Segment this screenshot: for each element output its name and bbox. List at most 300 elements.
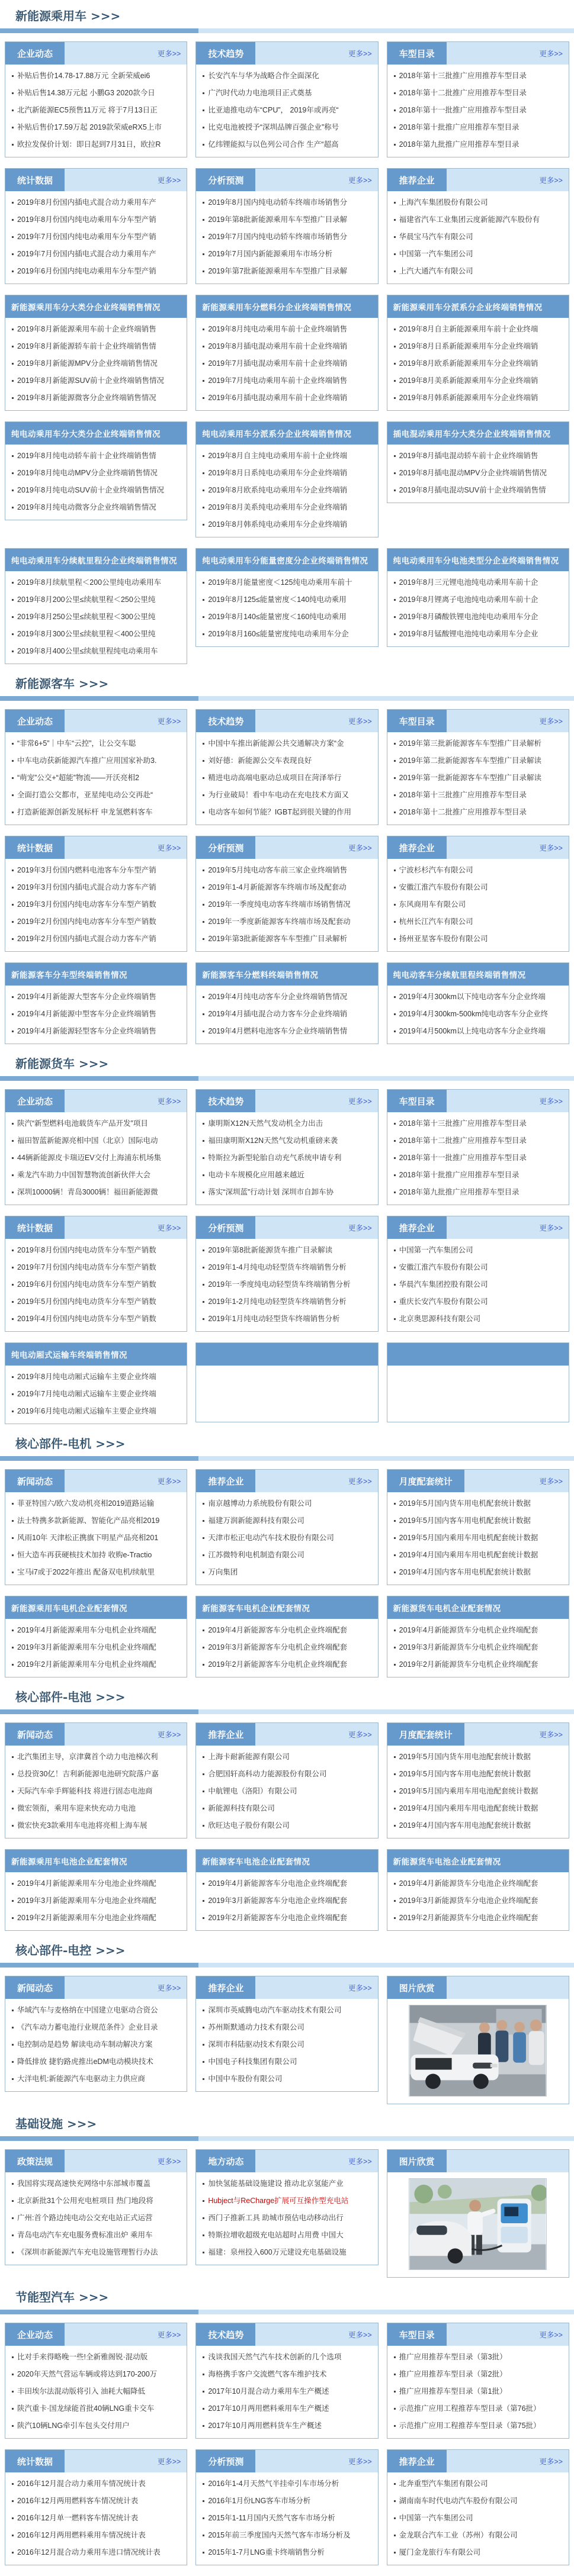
- list-item-link[interactable]: 中国中车推出新能源公共交通解决方案“金: [208, 739, 344, 748]
- list-item-link[interactable]: 刘好德：新能源公交车表现良好: [208, 756, 312, 765]
- list-item-link[interactable]: 2019年8月纯电动乘用车前十企业终端销售: [208, 325, 348, 333]
- list-item-link[interactable]: 2019年3月新能源客车分电池企业终端配套: [208, 1896, 348, 1905]
- bullet-icon: [203, 455, 204, 457]
- list-item-link[interactable]: 2019年4月国内客车用电池配套统计数据: [399, 1821, 531, 1830]
- list-item-link[interactable]: 2015年1-7月LNG重卡终端销售分析: [208, 2548, 325, 2556]
- list-item-link[interactable]: 欧拉发保价计划：即日起到7月31日，欧拉R: [17, 140, 161, 149]
- more-link[interactable]: 更多>>: [157, 50, 181, 58]
- list-item-link[interactable]: 2019年8月纯电动SUV前十企业终端销售情况: [17, 486, 164, 494]
- list-item-link[interactable]: 2019年一季度新能源客车终端市场及配套动: [208, 917, 351, 926]
- more-link[interactable]: 更多>>: [348, 50, 372, 58]
- more-link[interactable]: 更多>>: [157, 1477, 181, 1486]
- list-item-link[interactable]: 华晨汽车集团控股有限公司: [399, 1280, 488, 1289]
- list-item-link[interactable]: 上汽大通汽车有限公司: [399, 267, 473, 275]
- list-item: [201, 516, 373, 533]
- more-link[interactable]: 更多>>: [348, 2331, 372, 2339]
- list-item-link[interactable]: 2019年2月新能源乘用车分电机企业终端配: [17, 1660, 156, 1669]
- list-item-link[interactable]: 2019年第一批新能源客车车型推广目录解读: [399, 774, 541, 782]
- panel-header: [5, 963, 187, 986]
- garage-inspection-photo[interactable]: [409, 2005, 547, 2097]
- more-link[interactable]: 更多>>: [348, 2158, 372, 2166]
- list-item-link[interactable]: 2018年第十三批推广应用推荐车型目录: [399, 72, 527, 80]
- more-link[interactable]: 更多>>: [539, 2458, 563, 2466]
- list-item-link[interactable]: 2019年6月份国内纯电动货车分车型产销数: [17, 1280, 156, 1289]
- list-item-link[interactable]: 2019年1-4月新能源客车终端市场及配套动: [208, 883, 347, 891]
- list-item-link[interactable]: 2019年8月125≤能量密度＜140纯电动乘用: [208, 595, 347, 604]
- panel-header: [387, 1596, 569, 1619]
- list-item-link[interactable]: 2019年3月份国内插电式混合动力客车产销: [17, 883, 156, 891]
- list-item-link[interactable]: 2019年3月份国内燃料电池客车分车型产销: [17, 866, 156, 874]
- list-item-link[interactable]: 我国将实现高速快充网络中东部城市覆盖: [17, 2179, 151, 2188]
- list-item-link[interactable]: 2019年8月新能源SUV前十企业终端销售情况: [17, 376, 164, 385]
- list-item-link[interactable]: 2019年8月插电混动MPV分企业终端销售情况: [399, 469, 547, 477]
- list-item-link[interactable]: 青岛电动汽车充电服务费标准出炉 乘用车: [17, 2231, 153, 2239]
- more-link[interactable]: 更多>>: [539, 844, 563, 852]
- list-item-link[interactable]: 补贴后售价17.59万起 2019款荣威eRX5上市: [17, 123, 162, 131]
- list-item-link[interactable]: 2019年7月份国内纯电动乘用车分车型产销: [17, 233, 156, 241]
- list-item-link[interactable]: 湖南南车时代电动汽车股份有限公司: [399, 2497, 518, 2505]
- list-item-link[interactable]: 中国中车股份有限公司: [208, 2075, 283, 2083]
- list-item-link[interactable]: 2019年8月自主新能源乘用车前十企业终端: [399, 325, 538, 333]
- list-item-link[interactable]: 北京奥思源科技有限公司: [399, 1315, 481, 1323]
- list-item-link[interactable]: 北汽新能源EC5预售11万元 将于7月13日正: [17, 106, 158, 114]
- list-item-link[interactable]: 2019年4月300km以下纯电动客车分企业终端: [399, 993, 546, 1001]
- list-item-link[interactable]: 2019年8月自主纯电动乘用车前十企业终端: [208, 452, 348, 460]
- list-item-link[interactable]: 2019年8月300公里≤续航里程＜400公里纯: [17, 630, 156, 638]
- list-item-link[interactable]: 恒大造车再获硬核技术加持 收购e-Tractio: [17, 1551, 152, 1559]
- list-item-link[interactable]: 2019年5月纯电动客车前三家企业终端销售: [208, 866, 348, 874]
- list-item-link[interactable]: 2019年4月新能源轻型客车分企业终端销售: [17, 1027, 156, 1035]
- list-item-link[interactable]: 中国电子科技集团有限公司: [208, 2057, 297, 2066]
- list-item-link[interactable]: 2018年第十二批推广应用推荐车型目录: [399, 808, 527, 816]
- list-item-link[interactable]: 2019年8月能量密度＜125纯电动乘用车前十: [208, 578, 352, 587]
- list-item-link[interactable]: 南京越博动力系统股份有限公司: [208, 1499, 312, 1508]
- list-item-link[interactable]: 总投资30亿！吉利新能源电池研究院落户嘉: [17, 1770, 159, 1778]
- list-item-link[interactable]: 福建万润新能源科技有限公司: [208, 1516, 304, 1525]
- list-item-link[interactable]: 2019年8月插电混动轿车前十企业终端销售: [399, 452, 538, 460]
- list-item-link[interactable]: 补贴后售价14.78-17.88万元 全新荣威ei6: [17, 72, 150, 80]
- list-item-link[interactable]: 2019年一季度纯电动客车终端市场销售情况: [208, 900, 351, 909]
- list-item-link[interactable]: 2016年12月混合动力乘用车情况统计表: [17, 2480, 146, 2488]
- list-item-link[interactable]: 福田康明斯X12N天然气发动机重磅来袭: [208, 1136, 338, 1145]
- more-link[interactable]: 更多>>: [157, 2458, 181, 2466]
- list-item-link[interactable]: 宁波杉杉汽车有限公司: [399, 866, 473, 874]
- list-item-link[interactable]: 中国第一汽车集团公司: [399, 250, 473, 258]
- list-item-link[interactable]: 2019年8月250公里≤续航里程＜300公里纯: [17, 613, 156, 621]
- list-item-link[interactable]: 落实“深圳蓝”行动计划 深圳市自卸车协: [208, 1188, 334, 1196]
- list-item-link[interactable]: 2019年8月200公里≤续航里程＜250公里纯: [17, 595, 156, 604]
- list-item-link[interactable]: 海格携手客户交流燃气客车维护技术: [208, 2370, 327, 2378]
- list-item-link[interactable]: 电控制动是趋势 解读电动车制动解决方案: [17, 2040, 153, 2049]
- list-item-link[interactable]: 2018年第九批推广应用推荐车型目录: [399, 1188, 520, 1196]
- list-item-link[interactable]: 广州:首个路边纯电动公交充电站正式运营: [17, 2214, 153, 2222]
- list-item-link[interactable]: 推广应用推荐车型目录（第2批）: [399, 2370, 507, 2378]
- list-item-link[interactable]: 加快氢能基础设施建设 推动北京氢能产业: [208, 2179, 344, 2188]
- list-item-link[interactable]: 《深圳市新能源汽车充电设施管理暂行办法: [17, 2248, 158, 2256]
- list-item-link[interactable]: 2016年12月单一燃料客车情况统计表: [17, 2514, 139, 2522]
- list-item-link[interactable]: 2019年2月份国内纯电动客车分车型产销数: [17, 917, 156, 926]
- list-item-link[interactable]: 微宏快充3款乘用车电池将亮相上海车展: [17, 1821, 147, 1830]
- list-item-link[interactable]: 2019年5月国内货车用电机配套统计数据: [399, 1499, 531, 1508]
- list-item-link[interactable]: 推广应用推荐车型目录（第3批）: [399, 2353, 507, 2361]
- list-item-link[interactable]: 2019年5月国内客车用电池配套统计数据: [399, 1770, 531, 1778]
- list-item: [10, 2475, 182, 2493]
- more-link[interactable]: 更多>>: [157, 2158, 181, 2166]
- list-item-link[interactable]: 2019年3月新能源客车分电机企业终端配套: [208, 1643, 348, 1651]
- list-item-link[interactable]: 特斯拉增收超级充电站超时占用费 中国大: [208, 2231, 344, 2239]
- list-item-link[interactable]: 2019年8月日系纯电动乘用车分企业终端销: [208, 469, 348, 477]
- list-item-link[interactable]: 比亚迪推电动车“CPU”， 2019年或再亮“: [208, 106, 339, 114]
- list-item-link[interactable]: 2018年第十一批推广应用推荐车型目录: [399, 106, 527, 114]
- list-item-link[interactable]: 2019年1-2月纯电动轻型货车终端销售分析: [208, 1297, 347, 1306]
- panel-list: [387, 1746, 569, 1838]
- list-item-link[interactable]: 福建省汽车工业集团云度新能源汽车股份有: [399, 215, 540, 224]
- list-item-link[interactable]: “非常6+5”｜中车“云控”，让公交车聪: [17, 739, 136, 748]
- list-item-link[interactable]: 2019年一季度纯电动轻型货车终端销售分析: [208, 1280, 351, 1289]
- more-link[interactable]: 更多>>: [539, 717, 563, 726]
- list-item-link[interactable]: 欣旺达电子股份有限公司: [208, 1821, 290, 1830]
- list-item-link[interactable]: 2019年4月新能源中型客车分企业终端销售: [17, 1010, 156, 1018]
- more-link[interactable]: 更多>>: [157, 2331, 181, 2339]
- list-item-link[interactable]: 陕汽10辆LNG牵引车包头交付用户: [17, 2422, 130, 2430]
- list-item-link[interactable]: 降低排放 捷豹路虎推出eDM电动模块技术: [17, 2057, 153, 2066]
- list-item-link[interactable]: 2019年8月插电混动乘用车前十企业终端销: [208, 342, 348, 350]
- list-item-link[interactable]: 北汽集团主导，京津冀首个动力电池梯次利: [17, 1753, 158, 1761]
- list-item-link[interactable]: 天际汽车牵手辉能科技 将进行固态电池商: [17, 1787, 153, 1795]
- list-item-link[interactable]: 2019年2月新能源乘用车分电池企业终端配: [17, 1914, 156, 1922]
- bullet-icon: [203, 1825, 204, 1827]
- list-item-link[interactable]: 2019年6月插电混动乘用车前十企业终端销: [208, 394, 348, 402]
- section-title: 节能型汽车 >>>: [15, 2290, 109, 2304]
- list-item-link[interactable]: 福田智蓝新能源亮相中国（北京）国际电动: [17, 1136, 158, 1145]
- list-item-link[interactable]: 2018年第十批推广应用推荐车型目录: [399, 1171, 520, 1179]
- list-item-link[interactable]: 中航锂电（洛阳）有限公司: [208, 1787, 297, 1795]
- list-item-link[interactable]: 宝马i7或于2022年推出 配备双电机/续航里: [17, 1568, 155, 1576]
- list-item-link[interactable]: 2019年4月纯电动客车分企业终端销售情况: [208, 993, 348, 1001]
- more-link[interactable]: 更多>>: [348, 2458, 372, 2466]
- list-item-link[interactable]: 2019年7月插电混动乘用车前十企业终端销: [208, 359, 348, 368]
- list-item-link[interactable]: 金龙联合汽车工业（苏州）有限公司: [399, 2531, 518, 2539]
- list-item-link[interactable]: 2019年4月新能源乘用车分电机企业终端配: [17, 1626, 156, 1634]
- list-item-link[interactable]: 2020年天然气营运车辆或将达到170-200万: [17, 2370, 158, 2378]
- list-item-link[interactable]: 2015年前三季度国内天然气客车市场分析及: [208, 2531, 351, 2539]
- list-item-link[interactable]: 2019年5月国内乘用车用电机配套统计数据: [399, 1534, 538, 1542]
- list-item-link[interactable]: Hubject与ReCharge扩展可互操作型充电站: [208, 2197, 349, 2205]
- list-item-link[interactable]: 重庆长安汽车股份有限公司: [399, 1297, 488, 1306]
- list-item: [392, 930, 564, 948]
- list-item-link[interactable]: 2019年8月新能源MPV分企业终端销售情况: [17, 359, 158, 368]
- list-item-link[interactable]: 2018年第十二批推广应用推荐车型目录: [399, 1136, 527, 1145]
- list-item-link[interactable]: 上海卡耐新能源有限公司: [208, 1753, 290, 1761]
- list-item-link[interactable]: 陕汽重卡·国龙绿能首批40辆LNG重卡交车: [17, 2404, 155, 2413]
- list-item-link[interactable]: 深圳市英威腾电动汽车驱动技术有限公司: [208, 2006, 342, 2014]
- list-item-link[interactable]: 2019年2月新能源货车分电机企业终端配套: [399, 1660, 538, 1669]
- list-item-link[interactable]: 2019年7月份国内插电式混合动力乘用车产: [17, 250, 156, 258]
- list-item-link[interactable]: 2018年第十三批推广应用推荐车型目录: [399, 1119, 527, 1128]
- list-item-link[interactable]: 2019年6月份国内纯电动乘用车分车型产销: [17, 267, 156, 275]
- list-item-link[interactable]: 2019年8月国内纯电动轿车终端市场销售分: [208, 198, 348, 207]
- list-item: [10, 1386, 182, 1403]
- list-item-link[interactable]: 亿纬锂能拟与以色列公司合作 生产“超高: [208, 140, 339, 149]
- list-item-link[interactable]: 浅谈我国天然气汽车技术创新的几个选项: [208, 2353, 342, 2361]
- list-item-link[interactable]: 示范推广应用工程推荐车型目录（第75批）: [399, 2422, 541, 2430]
- list-item-link[interactable]: 微宏领衔，乘用车迎来快充动力电池: [17, 1804, 136, 1812]
- list-item-link[interactable]: 长安汽车与华为战略合作全面深化: [208, 72, 319, 80]
- list-item-link[interactable]: 2019年4月新能源货车分电池企业终端配套: [399, 1879, 538, 1888]
- list-item-link[interactable]: 2019年2月新能源客车分电机企业终端配套: [208, 1660, 348, 1669]
- list-item-link[interactable]: 2018年第十二批推广应用推荐车型目录: [399, 89, 527, 97]
- list-item-link[interactable]: 2019年8月纯电动厢式运输车主要企业终端: [17, 1373, 156, 1381]
- list-item-link[interactable]: 风雨10年 天津松正携旗下明星产品亮相201: [17, 1534, 159, 1542]
- panel-header-label: 技术趋势: [196, 42, 255, 65]
- list-item-link[interactable]: 比克电池被授予“深圳品牌百强企业”称号: [208, 123, 339, 131]
- list-item-link[interactable]: 2016年12月两用燃料客车情况统计表: [17, 2497, 139, 2505]
- list-item-link[interactable]: 大洋电机:新能源汽车电驱动主力供应商: [17, 2075, 145, 2083]
- list-item-link[interactable]: 福建：泉州投入600万元建设充电基础设施: [208, 2248, 347, 2256]
- list-item-link[interactable]: 2019年8月插电混动SUV前十企业终端销售情: [399, 486, 546, 494]
- list-item-link[interactable]: 康明斯X12N天然气发动机全力出击: [208, 1119, 323, 1128]
- list-item-link[interactable]: 2019年3月新能源乘用车分电池企业终端配: [17, 1896, 156, 1905]
- list-item: [201, 1766, 373, 1783]
- panel-model-catalog: [387, 1089, 569, 1205]
- more-link[interactable]: 更多>>: [539, 1477, 563, 1486]
- list-item-link[interactable]: 2019年8月韩系纯电动乘用车分企业终端销: [208, 520, 348, 529]
- list-item-link[interactable]: 中车电动获新能源汽车推广应用国家补助3.: [17, 756, 157, 765]
- list-item-link[interactable]: 新能源科技有限公司: [208, 1804, 275, 1812]
- list-item-link[interactable]: 广汽时代动力电池项目正式奠基: [208, 89, 312, 97]
- more-link[interactable]: 更多>>: [348, 717, 372, 726]
- list-item-link[interactable]: 2019年4月新能源大型客车分企业终端销售: [17, 993, 156, 1001]
- more-link[interactable]: 更多>>: [157, 1731, 181, 1739]
- list-item-link[interactable]: 2017年10月混合动力乘用车生产概述: [208, 2387, 329, 2395]
- list-item-link[interactable]: 2019年8月美系新能源乘用车分企业终端销: [399, 376, 538, 385]
- list-item-link[interactable]: 2019年8月纯电动微客分企业终端销售情况: [17, 503, 156, 511]
- list-item-link[interactable]: 2019年4月国内乘用车用电池配套统计数据: [399, 1804, 538, 1812]
- list-item-link[interactable]: 示范推广应用工程推荐车型目录（第76批）: [399, 2404, 541, 2413]
- section-divider-accent: [0, 1963, 198, 1968]
- list-item-link[interactable]: 北京新批31个公用充电桩项目 热门地段将: [17, 2197, 153, 2205]
- bullet-icon: [12, 1411, 14, 1412]
- list-item-link[interactable]: 2019年8月续航里程＜200公里纯电动乘用车: [17, 578, 162, 587]
- list-item-link[interactable]: 2019年7月国内新能源乘用车市场分析: [208, 250, 333, 258]
- list-item-link[interactable]: 2019年4月300km-500km纯电动客车分企业终: [399, 1010, 549, 1018]
- list-item-link[interactable]: 西门子推新工具 助城市预估电动移动出行: [208, 2214, 344, 2222]
- list-item-link[interactable]: 《汽车动力蓄电池行业规范条件》企业目录: [17, 2023, 158, 2031]
- more-link[interactable]: 更多>>: [539, 2331, 563, 2339]
- list-item-link[interactable]: 2019年8月日系新能源乘用车分企业终端销: [399, 342, 538, 350]
- list-item-link[interactable]: 2019年6月纯电动厢式运输车主要企业终端: [17, 1407, 156, 1415]
- list-item-link[interactable]: 江苏微特利电机制造有限公司: [208, 1551, 304, 1559]
- more-link[interactable]: 更多>>: [348, 1731, 372, 1739]
- more-link[interactable]: 更多>>: [539, 1731, 563, 1739]
- list-item-link[interactable]: 2019年8月纯电动MPV分企业终端销售情况: [17, 469, 158, 477]
- list-item-link[interactable]: 东风商用车有限公司: [399, 900, 466, 909]
- list-item-link[interactable]: 2019年8月400公里≤续航里程纯电动乘用车: [17, 647, 158, 655]
- list-item-link[interactable]: 2019年8月韩系新能源乘用车分企业终端销: [399, 394, 538, 402]
- list-item-link[interactable]: 陕汽“新型燃料电池载货车产品开发”项目: [17, 1119, 148, 1128]
- list-item-link[interactable]: 2019年第二批新能源客车车型推广目录解读: [399, 756, 541, 765]
- list-item-link[interactable]: 2019年7月纯电动厢式运输车主要企业终端: [17, 1390, 156, 1398]
- list-item-link[interactable]: 2019年7月国内纯电动轿车终端市场销售分: [208, 233, 348, 241]
- more-link[interactable]: 更多>>: [157, 844, 181, 852]
- more-link[interactable]: 更多>>: [157, 1097, 181, 1106]
- list-item-link[interactable]: 2019年4月插电混合动力客车分企业终端销: [208, 1010, 348, 1018]
- list-item-link[interactable]: 2019年4月新能源乘用车分电池企业终端配: [17, 1879, 156, 1888]
- list-item-link[interactable]: 2019年8月140≤能量密度＜160纯电动乘用: [208, 613, 347, 621]
- list-item-link[interactable]: 2019年8月三元锂电池纯电动乘用车前十企: [399, 578, 538, 587]
- list-item-link[interactable]: 法士特携多款新能源、智能化产品亮相2019: [17, 1516, 160, 1525]
- list-item-link[interactable]: 2019年8月160≤能量密度纯电动乘用车分企: [208, 630, 349, 638]
- list-item-link[interactable]: 2019年4月国内客车用电机配套统计数据: [399, 1568, 531, 1576]
- more-link[interactable]: 更多>>: [348, 1224, 372, 1232]
- list-item-link[interactable]: 2019年3月份国内纯电动客车分车型产销数: [17, 900, 156, 909]
- list-item-link[interactable]: 2016年12月混合动力乘用车进口情况统计表: [17, 2548, 161, 2556]
- section-rows: [0, 709, 574, 1044]
- list-item-link[interactable]: 2019年4月新能源客车分电机企业终端配套: [208, 1626, 348, 1634]
- list-item-link[interactable]: 2019年5月国内客车用电机配套统计数据: [399, 1516, 531, 1525]
- list-item-link[interactable]: 2019年8月欧系纯电动乘用车分企业终端销: [208, 486, 348, 494]
- list-item-link[interactable]: 2019年第三批新能源客车车型推广目录解析: [399, 739, 541, 748]
- list-item-link[interactable]: 2016年12月两用燃料乘用车情况统计表: [17, 2531, 146, 2539]
- list-item-link[interactable]: 2019年8月新能源微客分企业终端销售情况: [17, 394, 156, 402]
- more-link[interactable]: 更多>>: [348, 176, 372, 185]
- list-item-link[interactable]: 安徽江淮汽车股份有限公司: [399, 883, 488, 891]
- list-item-link[interactable]: 2019年3月新能源货车分电池企业终端配套: [399, 1896, 538, 1905]
- list-item-link[interactable]: 2017年10月两用燃料货车生产概述: [208, 2422, 322, 2430]
- list-item-link[interactable]: 2019年8月美系纯电动乘用车分企业终端销: [208, 503, 348, 511]
- list-item-link[interactable]: 2019年8月份国内纯电动货车分车型产销数: [17, 1246, 156, 1254]
- more-link[interactable]: 更多>>: [348, 1097, 372, 1106]
- bullet-icon: [203, 938, 204, 940]
- more-link[interactable]: 更多>>: [539, 1224, 563, 1232]
- list-item-link[interactable]: 2015年1-11月国内天然气客车市场分析: [208, 2514, 335, 2522]
- list-item-link[interactable]: 深圳市科陆驱动技术有限公司: [208, 2040, 304, 2049]
- list-item-link[interactable]: 2019年3月新能源乘用车分电机企业终端配: [17, 1643, 156, 1651]
- list-item-link[interactable]: 北奔重型汽车集团有限公司: [399, 2480, 488, 2488]
- list-item-link[interactable]: 菲亚特国六/欧六发动机亮相2019道路运输: [17, 1499, 155, 1508]
- bullet-icon: [394, 2356, 396, 2358]
- list-item-link[interactable]: 2019年8月纯电动轿车前十企业终端销售情: [17, 452, 156, 460]
- list-item-link[interactable]: 2018年第十三批推广应用推荐车型目录: [399, 791, 527, 799]
- list-item-link[interactable]: 2019年第3批新能源客车车型推广目录解析: [208, 935, 348, 943]
- list-item-link[interactable]: 华域汽车与麦格纳在中国建立电驱动合资公: [17, 2006, 158, 2014]
- more-link[interactable]: 更多>>: [539, 50, 563, 58]
- list-item-link[interactable]: 2019年8月锂离子电池纯电动乘用车前十企: [399, 595, 538, 604]
- list-item-link[interactable]: 打造新能源创新发展标杆 申龙氢燃料客车: [17, 808, 153, 816]
- list-item-link[interactable]: 2019年7月份国内纯电动货车分车型产销数: [17, 1263, 156, 1271]
- list-item-link[interactable]: 中国第一汽车集团公司: [399, 1246, 473, 1254]
- list-item-link[interactable]: 电动卡车规模化应用越来越近: [208, 1171, 304, 1179]
- list-item-link[interactable]: 合肥国轩高科动力能源股份有限公司: [208, 1770, 327, 1778]
- more-link[interactable]: 更多>>: [157, 176, 181, 185]
- list-item-link[interactable]: 2019年2月新能源客车分电池企业终端配套: [208, 1914, 348, 1922]
- more-link[interactable]: 更多>>: [157, 1984, 181, 1992]
- more-link[interactable]: 更多>>: [539, 176, 563, 185]
- list-item-link[interactable]: 2019年8月新能源轿车前十企业终端销售情: [17, 342, 156, 350]
- list-item-link[interactable]: 丰田埃尔法混动版将引入 油耗大幅降低: [17, 2387, 145, 2395]
- more-link[interactable]: 更多>>: [157, 1224, 181, 1232]
- list-item-link[interactable]: 2019年第8批新能源乘用车车型推广目录解: [208, 215, 348, 224]
- more-link[interactable]: 更多>>: [157, 717, 181, 726]
- more-link[interactable]: 更多>>: [348, 1984, 372, 1992]
- list-item-link[interactable]: 2019年4月国内乘用车用电机配套统计数据: [399, 1551, 538, 1559]
- list-item-link[interactable]: 厦门金龙旅行车有限公司: [399, 2548, 481, 2556]
- list-item-link[interactable]: 深圳10000辆！青岛3000辆！福田新能源微: [17, 1188, 158, 1196]
- bullet-icon: [394, 1503, 396, 1505]
- list-item-link[interactable]: 2019年2月新能源货车分电池企业终端配套: [399, 1914, 538, 1922]
- list-item-link[interactable]: 2019年4月燃料电池客车分企业终端销售情: [208, 1027, 348, 1035]
- list-item-link[interactable]: 2019年8月份国内纯电动乘用车分车型产销: [17, 215, 156, 224]
- list-item-link[interactable]: 2019年第7批新能源乘用车车型推广目录解: [208, 267, 348, 275]
- list-item-link[interactable]: 扬州亚星客车股份有限公司: [399, 935, 488, 943]
- list-item-link[interactable]: 乘龙汽车助力中国智慧物流创新伙伴大会: [17, 1171, 151, 1179]
- list-item-link[interactable]: 2019年5月国内乘用车用电池配套统计数据: [399, 1787, 538, 1795]
- list-item-link[interactable]: 2019年8月磷酸铁锂电池纯电动乘用车分企: [399, 613, 538, 621]
- panel-empty-panel-2: [387, 1342, 569, 1422]
- bullet-icon: [12, 1140, 14, 1142]
- list-item-link[interactable]: 上海汽车集团股份有限公司: [399, 198, 488, 207]
- list-item-link[interactable]: 2019年5月国内货车用电池配套统计数据: [399, 1753, 531, 1761]
- list-item-link[interactable]: 2019年8月份国内插电式混合动力乘用车产: [17, 198, 156, 207]
- list-item-link[interactable]: 2019年8月锰酸锂电池纯电动乘用车分企业: [399, 630, 538, 638]
- list-item-link[interactable]: 为行业破局！看中车电动在充电技术方面又: [208, 791, 349, 799]
- list-item-link[interactable]: 华晨宝马汽车有限公司: [399, 233, 473, 241]
- list-item-link[interactable]: 苏州斯默通动力技术有限公司: [208, 2023, 304, 2031]
- list-item-link[interactable]: 推广应用推荐车型目录（第1批）: [399, 2387, 507, 2395]
- list-item-link[interactable]: 电动客车如何节能？IGBT起到很关键的作用: [208, 808, 351, 816]
- list-item-link[interactable]: 2019年4月份国内纯电动货车分车型产销数: [17, 1315, 156, 1323]
- panel-header: [5, 1090, 187, 1112]
- list-item-link[interactable]: 安徽江淮汽车股份有限公司: [399, 1263, 488, 1271]
- list-item-link[interactable]: 2018年第十批推广应用推荐车型目录: [399, 123, 520, 131]
- list-item-link[interactable]: 万向集团: [208, 1568, 238, 1576]
- more-link[interactable]: 更多>>: [348, 844, 372, 852]
- list-item-link[interactable]: 2019年4月500km以上纯电动客车分企业终端: [399, 1027, 546, 1035]
- list-item-link[interactable]: 中国第一汽车集团公司: [399, 2514, 473, 2522]
- list-item-link[interactable]: 2019年4月新能源货车分电机企业终端配套: [399, 1626, 538, 1634]
- list-item-link[interactable]: 2019年5月份国内纯电动货车分车型产销数: [17, 1297, 156, 1306]
- list-item-link[interactable]: 2017年10月两用燃料乘用车生产概述: [208, 2404, 329, 2413]
- list-item-link[interactable]: 2018年第九批推广应用推荐车型目录: [399, 140, 520, 149]
- list-item-link[interactable]: 2018年第十一批推广应用推荐车型目录: [399, 1154, 527, 1162]
- list-item-link[interactable]: 2019年3月新能源货车分电机企业终端配套: [399, 1643, 538, 1651]
- list-item-link[interactable]: 天津市松正电动汽车技术股份有限公司: [208, 1534, 334, 1542]
- more-link[interactable]: 更多>>: [539, 1097, 563, 1106]
- list-item-link[interactable]: 2019年8月新能源乘用车前十企业终端销售: [17, 325, 156, 333]
- list-item-link[interactable]: 精进电动高端电驱动总成项目在菏泽举行: [208, 774, 342, 782]
- list-item-link[interactable]: 2019年1-4月纯电动轻型货车终端销售分析: [208, 1263, 347, 1271]
- bullet-icon: [394, 1554, 396, 1556]
- list-item-link[interactable]: 2019年4月新能源客车分电池企业终端配套: [208, 1879, 348, 1888]
- list-item-link[interactable]: “萌宠”公交+“超能”物流——开沃亮相2: [17, 774, 139, 782]
- panel-header-label: 图片欣赏: [387, 2150, 447, 2172]
- list-item-link[interactable]: 2016年1月份LNG客车市场分析: [208, 2497, 311, 2505]
- list-item-link[interactable]: 2019年第8批新能源货车推广目录解读: [208, 1246, 333, 1254]
- list-item-link[interactable]: 比对手来得略晚一些!全新雅阁锐·混动版: [17, 2353, 148, 2361]
- list-item-link[interactable]: 2019年7月纯电动乘用车前十企业终端销售: [208, 376, 348, 385]
- more-link[interactable]: 更多>>: [348, 1477, 372, 1486]
- list-item-link[interactable]: 杭州长江汽车有限公司: [399, 917, 473, 926]
- list-item-link[interactable]: 2016年1-4月天然气半挂牵引车市场分析: [208, 2480, 339, 2488]
- ev-charging-photo[interactable]: [409, 2178, 547, 2270]
- list-item-link[interactable]: 44辆新能源皮卡瑞迈EV交付上海浦东机场集: [17, 1154, 162, 1162]
- list-item-link[interactable]: 全面打造公交都市，亚星纯电动公交再赴“: [17, 791, 153, 799]
- list-item-link[interactable]: 2019年1月纯电动轻型货车终端销售分析: [208, 1315, 340, 1323]
- list-item-link[interactable]: 补贴后售14.38万元起 小鹏G3 2020款今日: [17, 89, 155, 97]
- list-item-link[interactable]: 特斯拉为新型轮胎自动充气系统申请专利: [208, 1154, 342, 1162]
- list-item-link[interactable]: 2019年8月欧系新能源乘用车分企业终端销: [399, 359, 538, 368]
- list-item-link[interactable]: 2019年2月份国内插电式混合动力客车产销: [17, 935, 156, 943]
